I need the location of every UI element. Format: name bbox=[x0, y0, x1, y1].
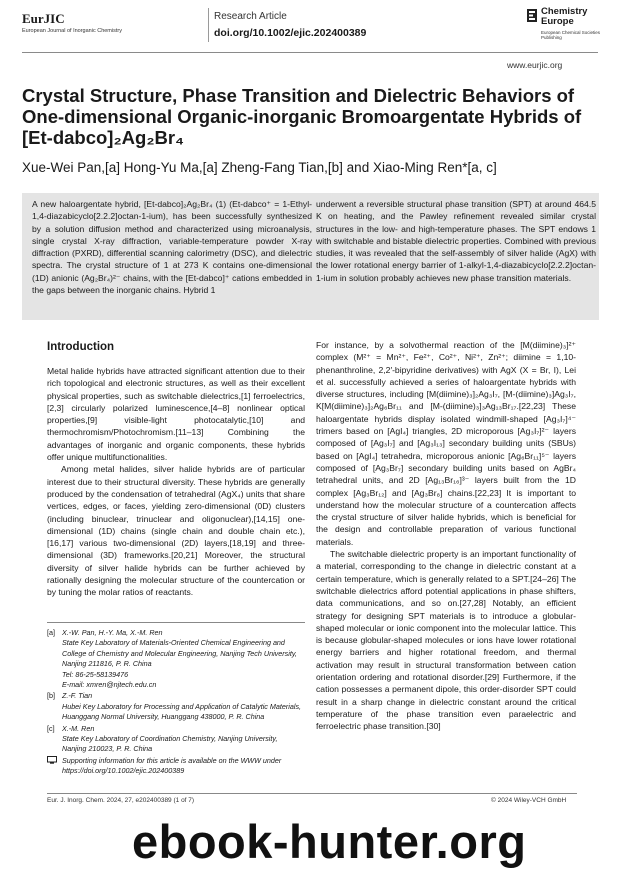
supporting-info-link[interactable]: Supporting information for this article is available on the WWW under https://doi.org/10.1002/ejic.202400389 bbox=[62, 755, 282, 776]
copyright-line: © 2024 Wiley-VCH GmbH bbox=[491, 797, 567, 804]
doi-link[interactable]: doi.org/10.1002/ejic.202400389 bbox=[214, 27, 367, 39]
publisher-subtitle: European Chemical Societies Publishing bbox=[541, 30, 601, 41]
footnote-rule bbox=[47, 622, 305, 623]
header-divider bbox=[208, 8, 209, 42]
intro-paragraph-1: Metal halide hybrids have attracted significant attention due to their rich topological and electronic structures, as well as their excellent physical properties, such as switchable dielectrics,[1] ferroelectrics,[2,3] circularly polarized luminescence,[4–8] nonlinear optical properties,[9] visible-light photocatalytic,[10] and thermochromism/Photochromism.[11–13] Combining the advantages of inorganic and organic components, these hybrids offer unique multifunctionalities. bbox=[47, 366, 305, 463]
article-title: Crystal Structure, Phase Transition and Dielectric Behaviors of One-dimensional Organic-inorganic Bromoargentate Hybrids of [Et-dabco]₂Ag₂Br₄ bbox=[22, 85, 582, 148]
footer-rule bbox=[47, 793, 577, 794]
footnote-c: [c] X.-M. Ren State Key Laboratory of Coordination Chemistry, Nanjing University, Nanjing 210023, P. R. China bbox=[47, 723, 278, 754]
watermark-text: ebook-hunter.org bbox=[132, 815, 527, 868]
author-email[interactable]: E-mail: xmren@njtech.edu.cn bbox=[62, 680, 157, 690]
section-heading-introduction: Introduction bbox=[47, 341, 115, 353]
author-list: Xue-Wei Pan,[a] Hong-Yu Ma,[a] Zheng-Fang Tian,[b] and Xiao-Ming Ren*[a, c] bbox=[22, 160, 497, 175]
abstract-column-2: underwent a reversible structural phase transition (SPT) at around 464.5 K on heating, and the Pawley refinement revealed similar crystal structures in the low- and high-temperature phases. The SPT endows 1 with switchable and bistable dielectric properties. Combined with previous studies, it was revealed that the self-assembly of silver halide (AgX) with the lower rotational energy barrier of 1-alkyl-1,4-diazabicyclo[2.2.2]octan-1-ium in solution probably achieves new phase transition materials. bbox=[316, 199, 596, 283]
body-column-left bbox=[47, 365, 305, 599]
journal-url[interactable]: www.eurjic.org bbox=[507, 60, 563, 70]
intro-paragraph-4: The switchable dielectric property is an important functionality of a material, corresponding to the change in dielectric constant at a certain temperature, which is generally related to a SPT.[24–26] The switchable dielectrics afford potential applications in phase shifters, data communications, and so on.[27,28] Notably, an efficient strategy for designing SPT materials is to introduce a globular-shaped molecular or ionic component into the molecular lattice. This is because globular-shaped molecules or ions have lower rotational energy barriers and higher rotational freedom, and thermal activation may result in structural transformation between cation orientation ordering and rotational disorder.[29] Furthermore, if the cation possesses a permanent dipole, this order-disorder SPT could result in a sharp change in dielectric constant around the critical temperature of the phase transition even paraelectric and ferroelectric phase transition.[30] bbox=[316, 549, 576, 732]
footnote-supporting-info bbox=[47, 756, 305, 777]
body-column-right bbox=[316, 339, 576, 733]
publisher-name: Chemistry Europe bbox=[541, 6, 588, 27]
header-rule bbox=[22, 52, 598, 53]
journal-short-name: EurJIC bbox=[22, 11, 65, 26]
footnote-a: [a] X.-W. Pan, H.-Y. Ma, X.-M. Ren State Key Laboratory of Materials-Oriented Chemical Engineering and College of Chemistry and Molecular Engineering, Nanjing Tech University, Nanjing 211816, P. R. China Tel: 86-25-58139476 E-mail: xmren@njtech.edu.cn bbox=[47, 628, 297, 690]
intro-paragraph-2: Among metal halides, silver halide hybrids are of particular interest due to their structural diversity. These hybrids are generally produced by the condensation of tetrahedral (AgX₄) units that share vertices, edges, or faces, yielding zero-dimensional (0D) clusters (including binuclear, trinuclear and oligonuclear),[14,15] one-dimensional (1D) chains (single chain and double chain etc.),[16,17] various two-dimensional (2D) layers,[18,19] and three-dimensional (3D) frameworks.[20,21] Moreover, the structural diversity of silver halide hybrids can be further achieved by rationally designing the molecular structure of the countercation or by tuning the molar ratios of reactants. bbox=[47, 464, 305, 598]
abstract-column-1: A new haloargentate hybrid, [Et-dabco]₂Ag₂Br₄ (1) (Et-dabco⁺ = 1-Ethyl-1,4-diazabicyclo[2.2.2]octan-1-ium), has been successfully synthesized by a solution diffusion method and characterized using microanalysis, single crystal X-ray diffraction, variable-temperature powder X-ray diffraction (PXRD), differential scanning calorimetry (DSC), and dielectric spectra. The crystal structure of 1 at 273 K contains one-dimensional (1D) anionic (Ag₂Br₄)²⁻ chains, with the [Et-dabco]⁺ cations embedded in the gaps between the inorganic chains. Hybrid 1 bbox=[32, 199, 312, 296]
journal-full-name: European Journal of Inorganic Chemistry bbox=[22, 28, 122, 34]
footnotes bbox=[47, 628, 305, 778]
intro-paragraph-3: For instance, by a solvothermal reaction of the [M(diimine)₃]²⁺ complex (M²⁺ = Mn²⁺, Fe²⁺, Co²⁺, Ni²⁺, Zn²⁺; diimine = 1,10-phenanthroline, 2,2′-bipyridine derivatives) with AgX (X = Br, I), Lei et al. successfully achieved a series of haloargentate hybrids with diverse structures, including [M(diimine)₃]₂Ag₃I₇, [M-(diimine)₃]Ag₃I₇, K[M(diimine)₃]₂Ag₆Br₁₁ and [M-(diimine)₃]₃Ag₁₃Br₁₇.[22,23] These haloargentate hybrids display isolated windmill-shaped [Ag₃I₇]⁴⁻ trimers based on [AgI₄] triangles, 2D microporous [Ag₃I₇]²⁻ layers composed of [Ag₃I₇] and [Ag₃I₁₃] secondary building units (SBUs) based on [AgI₄] tetrahedra, microporous anionic [Ag₆Br₁₁]⁵⁻ layers composed of [Ag₃Br₇] secondary building units based on AgBr₄ tetrahedral units, and 2D [Ag₁₃Br₁₆]³⁻ layers built from the 1D complex [Ag₃Br₁₂] and [Ag₃Br₈] chains.[22,23] It is important to understand how the molecular structure of a countercation affects the crystal structure of silver halide hybrids, which is beneficial for the design and controllable preparation of various functional materials. bbox=[316, 340, 576, 547]
footnote-b: [b] Z.-F. Tian Hubei Key Laboratory for Processing and Application of Catalytic Materials, Huanggang Normal University, Huanggang 438000, P. R. China bbox=[47, 691, 302, 722]
monitor-icon bbox=[47, 756, 62, 767]
citation-line: Eur. J. Inorg. Chem. 2024, 27, e202400389 (1 of 7) bbox=[47, 797, 195, 804]
article-type: Research Article bbox=[214, 11, 287, 22]
chemistry-europe-logo-icon bbox=[527, 9, 537, 22]
